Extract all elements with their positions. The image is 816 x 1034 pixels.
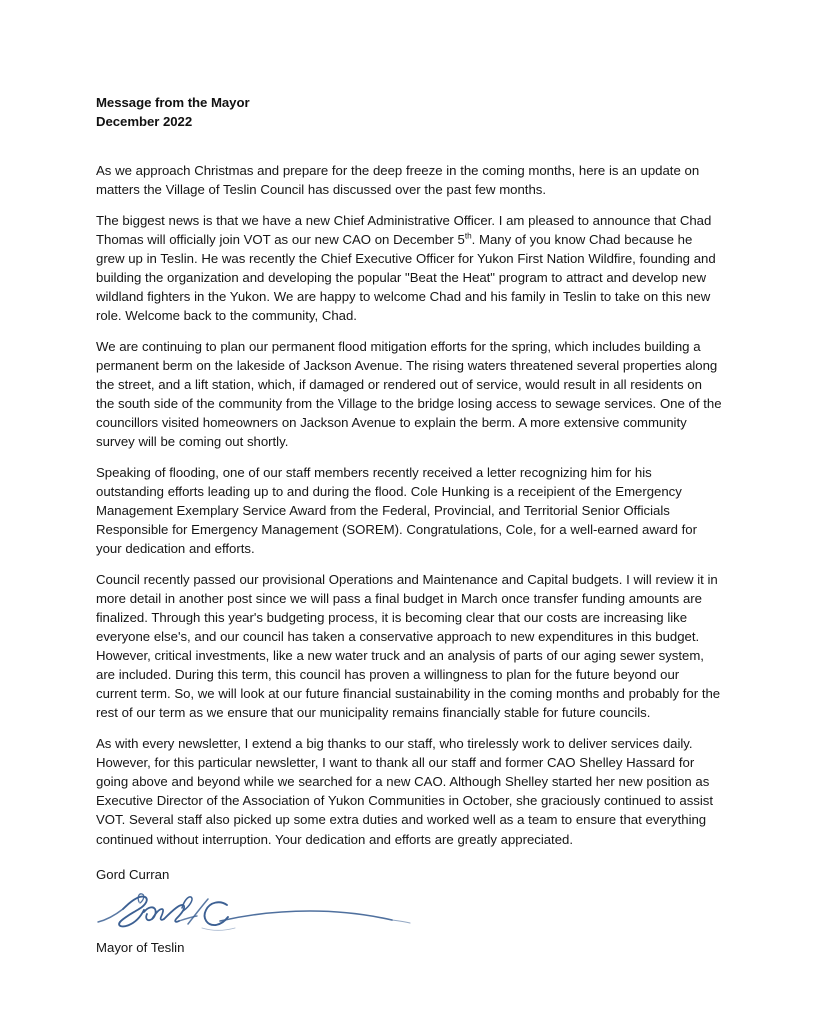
spacer-before-signature	[96, 849, 722, 865]
spacer-after-heading	[96, 131, 722, 161]
paragraph-spacer	[96, 723, 722, 735]
paragraph-budget: Council recently passed our provisional Operations and Maintenance and Capital budgets. I will review it in more detail in another post since we will pass a final budget in March once transfer funding amounts are finalized. Through this year's budgeting process, it is becoming clear that our costs are increasing like everyone else's, and our council has taken a conservative approach to new expenditures in this budget. However, critical investments, like a new water truck and an analysis of parts of our aging sewer system, are included. During this term, this council has proven a willingness to plan for the future beyond our current term. So, we will look at our future financial sustainability in the coming months and probably for the rest of our term as we ensure that our municipality remains financially stable for future councils.	[96, 571, 721, 721]
paragraph-award: Speaking of flooding, one of our staff members recently received a letter recognizing him for his outstanding efforts leading up to and during the flood. Cole Hunking is a receipient of the Emergency Management Exemplary Service Award from the Federal, Provincial, and Territorial Senior Officials Responsible for Emergency Management (SOREM). Congratulations, Cole, for a well-earned award for your dedication and efforts.	[96, 464, 697, 557]
signer-name: Gord Curran	[96, 866, 170, 882]
paragraph-new-cao-part1: The biggest news is that we have a new Chief Administrative Officer. I am pleased to announce that Chad Thomas will officially join VOT as our new CAO on December 5	[96, 212, 712, 247]
paragraph-spacer	[96, 558, 722, 570]
ordinal-tail: .	[471, 231, 476, 247]
page-title: Message from the Mayor	[96, 95, 250, 110]
ordinal-suffix: th	[464, 231, 472, 241]
paragraph-flood-mitigation: We are continuing to plan our permanent flood mitigation efforts for the spring, which includes building a permanent berm on the lakeside of Jackson Avenue. The rising waters threatened several properties along the street, and a lift station, which, if damaged or rendered out of service, would result in all residents on the south side of the community from the Village to the bridge losing access to sewage services. One of the councillors visited homeowners on Jackson Avenue to explain the berm. A more extensive community survey will be coming out shortly.	[96, 338, 722, 450]
paragraph-thanks: As with every newsletter, I extend a big thanks to our staff, who tirelessly work to deliver services daily. However, for this particular newsletter, I want to thank all our staff and former CAO Shelley Hassard for going above and beyond while we searched for a new CAO. Although Shelley started her new position as Executive Director of the Association of Yukon Communities in October, she graciously continued to assist VOT. Several staff also picked up some extra duties and worked well as a team to ensure that everything continued without interruption. Your dedication and efforts are greatly appreciated.	[96, 736, 713, 847]
paragraph-new-cao-part2: Many of you know Chad because he grew up in Teslin. He was recently the Chief Executive Officer for Yukon First Nation Wildfire, founding and building the organization and developing the popular "Beat the Heat" program to attract and develop new wildland fighters in the Yukon. We are happy to welcome Chad and his family in Teslin to take on this new role. Welcome back to the community, Chad.	[96, 231, 716, 324]
paragraph-intro: As we approach Christmas and prepare for the deep freeze in the coming months, here is an update on matters the Village of Teslin Council has discussed over the past few months.	[96, 163, 700, 198]
paragraph-spacer	[96, 451, 722, 463]
paragraph-spacer	[96, 199, 722, 211]
signer-title: Mayor of Teslin	[96, 939, 185, 955]
letter-content	[96, 94, 722, 957]
letter-heading	[96, 94, 722, 131]
letter-date: December 2022	[96, 113, 193, 129]
paragraph-new-cao	[96, 211, 722, 326]
signature-image	[96, 888, 416, 936]
paragraph-spacer	[96, 325, 722, 337]
